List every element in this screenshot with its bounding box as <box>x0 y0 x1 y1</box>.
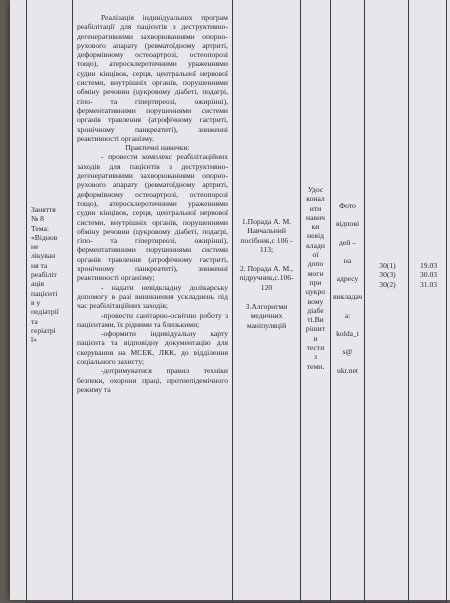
photo-report-line: адресу <box>336 274 359 284</box>
task-text-line: навич <box>306 212 325 222</box>
group-code: 30(2) <box>379 279 396 289</box>
literature-item: 1.Порада А. М. Навчальний посібник,с 106 - 113; <box>240 217 293 254</box>
task-text-line: ити <box>309 203 322 213</box>
skill-item: - провести комплекс реабілітаційних заходів для пацієнтів з деструктивно-дегенеративними захворюваннями опорно-рухового апарату (ревматоїдному артриті, деформівному остеоартрозі, остеопорозі тощо), атеросклеротичними ураженнями судин кінцівок, серця, центральної нервової системи, внутрішніх органів, порушеннями обміну речовин (цукровому діабеті, подагрі, гіпо- та гіпертиреозі, ожирінні), ферментативними порушеннями системи органів травлення (атрофічному гастриті, хронічному панкреатиті), зниженні реактивності організму; <box>77 152 228 283</box>
photo-report-line: дей – <box>339 237 356 247</box>
lesson-topic-line: лікуван <box>31 251 56 261</box>
schedule-table <box>26 0 447 603</box>
task-text-line: діабе <box>307 305 324 315</box>
date-value: 30.03 <box>419 270 438 280</box>
photo-report-line: kolda_t <box>336 329 359 339</box>
intro-text: Реалізація індивідуальних програм реабілітації для пацієнтів з деструктивно-дегенеративними захворюваннями опорно-рухового апарату (ревматоїдному артриті, деформівному остеоартрозі, остеопорозі тощо), атеросклеротичними ураженнями судин кінцівок, серця, центральної нервової системи, внутрішніх органів, порушеннями обміну речовин (цукровому діабеті, подагрі, гіпо- та гіпертиреозі, ожирінні), ферментативними порушеннями системи органів травлення (атрофічному гастриті, хронічному панкреатиті), зниженні реактивності організму. <box>77 13 228 143</box>
lesson-topic-line: ація <box>31 279 45 289</box>
task-text-line: вому <box>307 296 324 306</box>
dates-cell <box>409 0 447 603</box>
photo-report-line: Фото <box>339 201 356 210</box>
skill-item: -оформити індивідуальну карту пацієнта та відповідну документацію для скерування на МСЕК, ЛКК, до відділення соціального захисту; <box>77 329 228 366</box>
skills-heading: Практичні навички: <box>125 143 190 153</box>
lesson-topic-line: «Віднов <box>31 232 58 242</box>
lesson-topic-line: реабіліт <box>31 270 57 280</box>
task-text-line: рішит <box>305 324 326 334</box>
lesson-topic-line: Заняття <box>31 205 56 214</box>
task-text-line: тести <box>306 343 325 353</box>
literature-item: 3.Алгоритми медичних маніпуляцій <box>245 302 288 330</box>
task-text-line: конал <box>306 194 325 204</box>
table-row <box>27 0 447 603</box>
task-text-line: Удос <box>307 185 324 194</box>
date-value: 31.03 <box>419 279 438 289</box>
photo-report-line: викладач <box>333 292 363 302</box>
lesson-topic-line: Тема: <box>31 223 49 233</box>
photo-report-line: ukr.net <box>337 365 358 375</box>
photo-report-line: на <box>343 255 352 265</box>
task-text-line: кладн <box>306 240 325 250</box>
task-text-line: цукро <box>305 287 326 297</box>
group-code: 30(3) <box>379 270 396 280</box>
lesson-topic-line: педіатрії <box>31 307 59 317</box>
skill-item: -дотримуватися правил техніки безпеки, охорони праці, протиепідемічного режиму та <box>77 366 228 394</box>
photo-report-line: а: <box>344 310 351 320</box>
task-text-line: ки <box>311 222 320 232</box>
lesson-content-cell <box>73 0 233 603</box>
task-text-line: з <box>314 352 317 362</box>
task-text-line: ті.Ви <box>307 315 324 325</box>
task-text-line: невід <box>307 231 324 241</box>
task-text-line: ої <box>312 250 319 260</box>
literature-item: 2. Порада А. М., підручник,с.106-120 <box>239 264 294 292</box>
date-value: 19.03 <box>419 261 438 270</box>
literature-cell <box>233 0 301 603</box>
task-text-line: и <box>313 333 318 343</box>
groups-cell <box>365 0 409 603</box>
lesson-topic-line: не <box>31 242 39 252</box>
task-text-line: моги <box>307 268 324 278</box>
lesson-topic-line: ня та <box>31 260 48 270</box>
task-text-line: теми. <box>306 361 325 371</box>
lesson-topic-line: ї» <box>31 335 37 345</box>
skill-item: -провести санітарно-освітню роботу з пацієнтами, їх рідними та близькими; <box>77 310 228 329</box>
group-code: 30(1) <box>379 261 396 270</box>
lesson-topic-line: в у <box>31 297 41 307</box>
task-text-line: при <box>309 277 322 287</box>
skill-item: - надати невідкладну долікарську допомогу в разі виникнення ускладнень під час реабілітаційних заходів; <box>77 282 228 311</box>
lesson-topic-cell <box>27 0 73 603</box>
task-text-line: допо <box>307 259 324 269</box>
photo-report-line: відпові <box>335 219 360 229</box>
lesson-topic-line: пацієнті <box>31 288 58 298</box>
photo-report-line: s@ <box>342 347 353 357</box>
lesson-topic-line: та <box>31 316 38 326</box>
lesson-topic-line: геріатрі <box>31 325 56 335</box>
lesson-topic-line: № 8 <box>31 214 44 224</box>
photo-report-cell <box>331 0 365 603</box>
document-page <box>10 0 450 600</box>
independent-task-cell <box>301 0 331 603</box>
